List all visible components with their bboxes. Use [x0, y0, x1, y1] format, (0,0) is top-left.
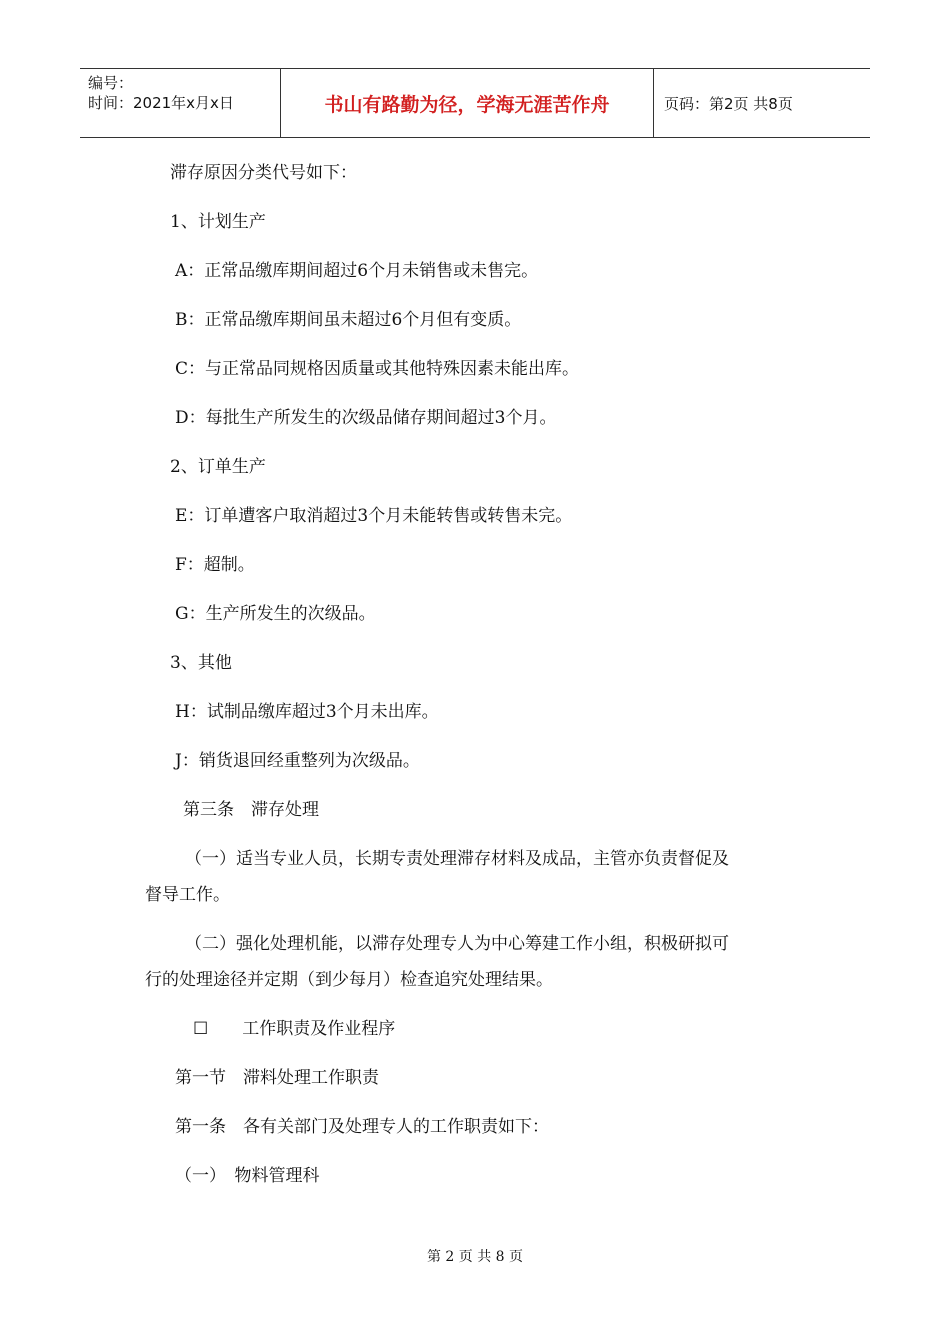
document-number-label: 编号： — [88, 74, 134, 92]
article-heading: 第一条 各有关部门及处理专人的工作职责如下： — [175, 1117, 549, 1137]
article-heading: 第三条 滞存处理 — [183, 800, 319, 820]
header-meta — [80, 69, 281, 137]
page-header — [80, 68, 870, 138]
paragraph-line: 滞存原因分类代号如下： — [170, 163, 357, 183]
header-motto-cell — [281, 69, 654, 137]
list-item: G：生产所发生的次级品。 — [175, 604, 376, 624]
list-item: B：正常品缴库期间虽未超过6个月但有变质。 — [175, 310, 522, 330]
page-footer: 第 2 页 共 8 页 — [426, 1249, 524, 1265]
paragraph-line: 行的处理途径并定期（到少每月）检查追究处理结果。 — [145, 970, 553, 990]
section-heading: 第一节 滞料处理工作职责 — [175, 1068, 379, 1088]
list-item: H：试制品缴库超过3个月未出库。 — [175, 702, 439, 722]
list-item: A：正常品缴库期间超过6个月未销售或未售完。 — [175, 261, 539, 281]
document-date: 时间：2021年x月x日 — [88, 94, 234, 112]
list-item: F：超制。 — [175, 555, 255, 575]
section-heading: 2、订单生产 — [170, 457, 266, 477]
chapter-heading: ☐ 工作职责及作业程序 — [193, 1019, 396, 1039]
list-item: E：订单遭客户取消超过3个月未能转售或转售未完。 — [175, 506, 573, 526]
subsection-heading: （一） 物料管理科 — [175, 1166, 320, 1186]
header-motto: 书山有路勤为径，学海无涯苦作舟 — [324, 93, 610, 116]
paragraph-line: （二）强化处理机能，以滞存处理专人为中心筹建工作小组，积极研拟可 — [185, 934, 729, 954]
paragraph-line: （一）适当专业人员，长期专责处理滞存材料及成品，主管亦负责督促及 — [185, 849, 729, 869]
header-page-info: 页码：第2页 共8页 — [664, 94, 793, 113]
list-item: D：每批生产所发生的次级品储存期间超过3个月。 — [175, 408, 557, 428]
paragraph-line: 督导工作。 — [145, 885, 230, 905]
section-heading: 3、其他 — [170, 653, 232, 673]
list-item: C：与正常品同规格因质量或其他特殊因素未能出库。 — [175, 359, 580, 379]
list-item: J：销货退回经重整列为次级品。 — [175, 751, 420, 771]
section-heading: 1、计划生产 — [170, 212, 266, 232]
